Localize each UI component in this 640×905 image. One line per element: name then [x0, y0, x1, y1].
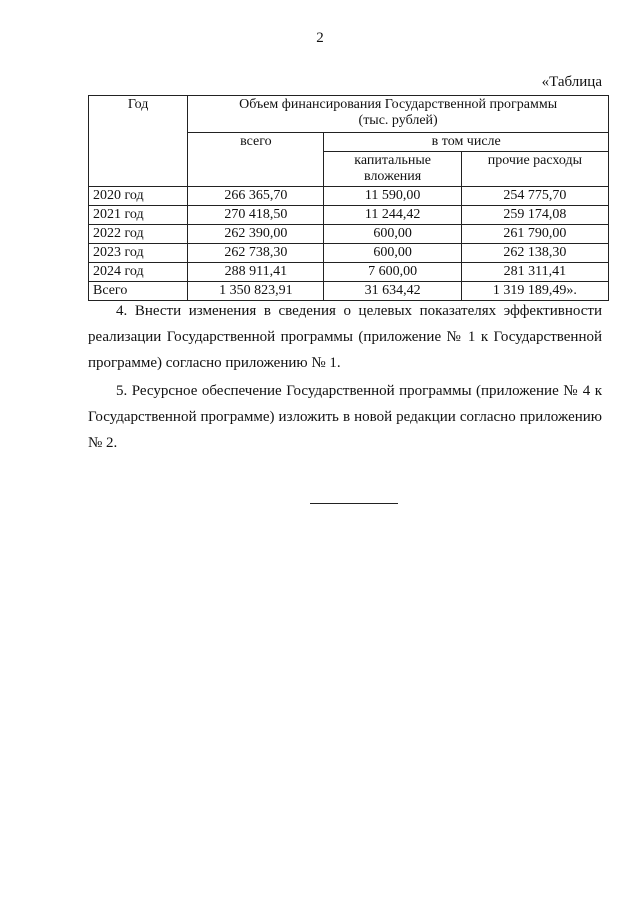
funding-table [88, 95, 609, 301]
table-row [89, 206, 609, 225]
paragraph-4 [88, 298, 602, 376]
header-funding: Объем финансирования Государственной программы (тыс. рублей) [188, 96, 609, 133]
paragraph-5-text: 5. Ресурсное обеспечение Государственной программы (приложение № 4 к Государственной программе) изложить в новой редакции согласно приложению № 2. [88, 383, 602, 451]
row-year: 2021 год [89, 206, 188, 225]
row-capital: 600,00 [324, 244, 461, 263]
page-number: 2 [316, 30, 324, 46]
row-year: Всего [89, 282, 188, 301]
table-caption: «Таблица [541, 74, 602, 90]
row-total: 266 365,70 [188, 187, 324, 206]
row-total: 262 390,00 [188, 225, 324, 244]
row-other: 259 174,08 [461, 206, 608, 225]
header-total: всего [188, 133, 324, 187]
row-year: 2020 год [89, 187, 188, 206]
table-row [89, 225, 609, 244]
row-total: 262 738,30 [188, 244, 324, 263]
table-row [89, 263, 609, 282]
row-other: 261 790,00 [461, 225, 608, 244]
header-capital: капитальные вложения [324, 152, 461, 187]
row-total: 270 418,50 [188, 206, 324, 225]
row-capital: 11 590,00 [324, 187, 461, 206]
signature-line [310, 503, 398, 504]
header-including: в том числе [324, 133, 609, 152]
paragraph-5 [88, 378, 602, 456]
row-year: 2024 год [89, 263, 188, 282]
row-other: 1 319 189,49». [461, 282, 608, 301]
row-capital: 11 244,42 [324, 206, 461, 225]
row-year: 2022 год [89, 225, 188, 244]
paragraph-4-text: 4. Внести изменения в сведения о целевых показателях эффективности реализации Государственной программы (приложение № 1 к Государственной программе) согласно приложению № 1. [88, 303, 602, 371]
row-capital: 600,00 [324, 225, 461, 244]
table-row [89, 244, 609, 263]
row-total: 1 350 823,91 [188, 282, 324, 301]
row-total: 288 911,41 [188, 263, 324, 282]
row-other: 254 775,70 [461, 187, 608, 206]
header-year: Год [89, 96, 188, 187]
table-row [89, 187, 609, 206]
row-capital: 31 634,42 [324, 282, 461, 301]
row-other: 262 138,30 [461, 244, 608, 263]
header-other: прочие расходы [461, 152, 608, 187]
row-year: 2023 год [89, 244, 188, 263]
row-capital: 7 600,00 [324, 263, 461, 282]
row-other: 281 311,41 [461, 263, 608, 282]
